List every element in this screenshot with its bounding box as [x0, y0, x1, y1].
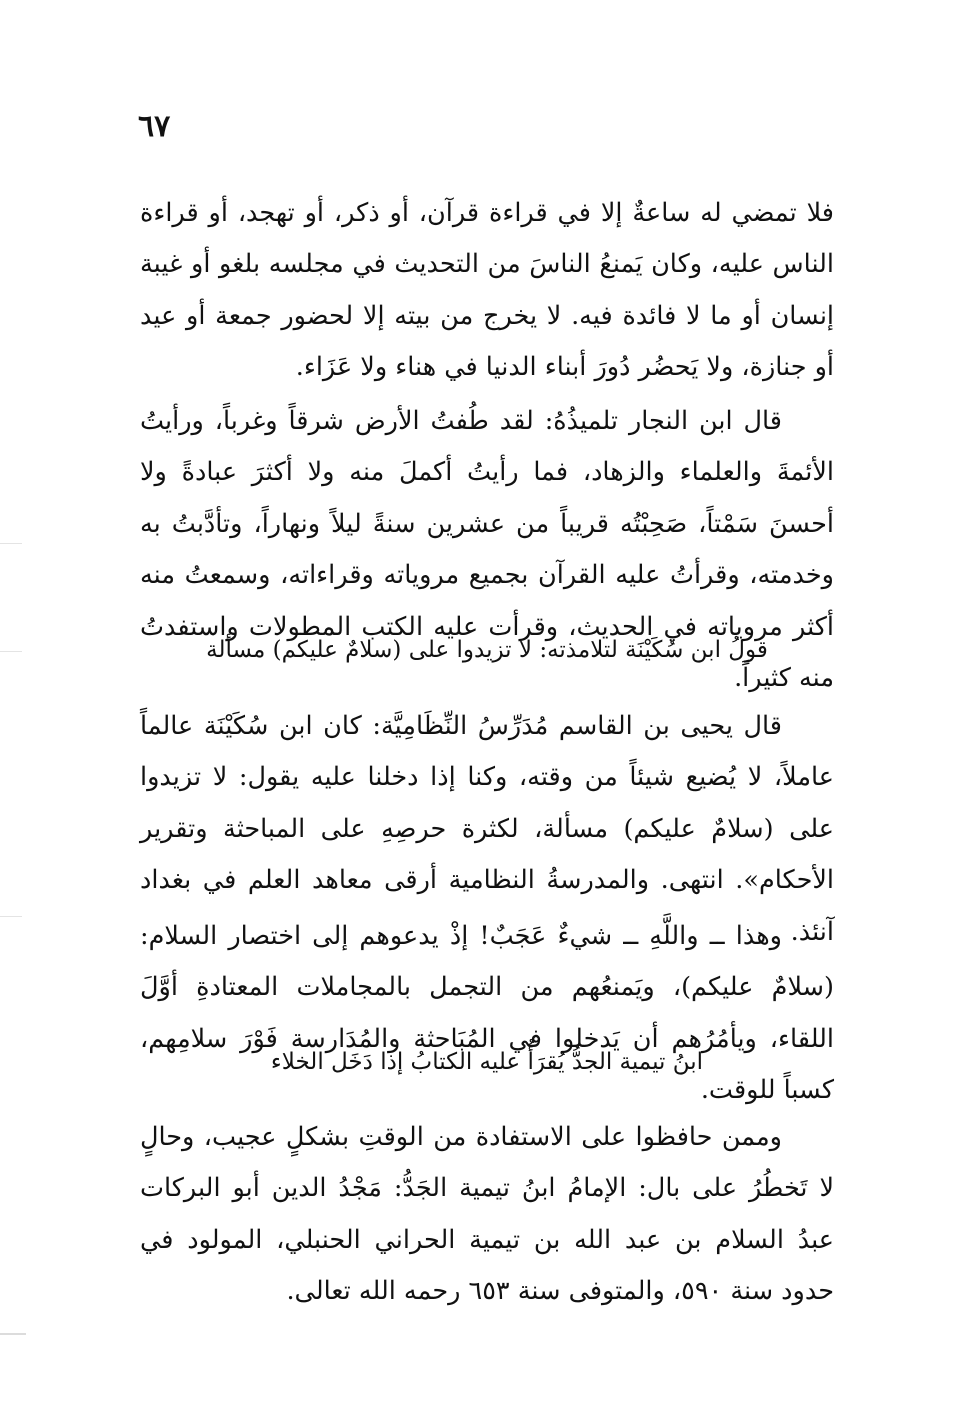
- scan-artifact-line: [0, 916, 22, 917]
- paragraph-yahya-quote: قال يحيى بن القاسم مُدَرِّسُ النِّظَامِيَّة: كان ابن سُكَيْنَة عالماً عاملاً، لا يُضيع شيئاً من وقته، وكنا إذا دخلنا عليه يقول: لا تزيدوا على (سلامٌ عليكم) مسألة، لكثرة حرصِهِ على المباحثة وتقرير الأحكام». انتهى. والمدرسةُ النظامية أرقى معاهد العلم في بغداد آنئذ.: [140, 710, 834, 947]
- scan-artifact-line: [0, 651, 22, 652]
- scan-artifact-line: [0, 1333, 26, 1335]
- paragraph-ibn-najjar-quote: قال ابن النجار تلميذُهُ: لقد طُفتُ الأرض شرقاً وغرباً، ورأيتُ الأئمةَ والعلماء والزهاد، فما رأيتُ أكملَ منه ولا أكثرَ عبادةً ولا أحسنَ سَمْتاً، صَحِبْتُه قريباً من عشرين سنةً ليلاً ونهاراً، وتأدَّبتُ به وخدمته، وقرأتُ عليه القرآن بجميع مروياته وقراءاته، وسمعتُ منه أكثر مروياته في الحديث، وقرأت عليه الكتب المطولات واستفدتُ منه كثيراً.: [140, 405, 834, 693]
- paragraph-ibn-taymiyya: وممن حافظوا على الاستفادة من الوقتِ بشكلٍ عجيب، وحالٍ لا تَخطُرُ على بال: الإمامُ ابنُ تيمية الجَدُّ: مَجْدُ الدين أبو البركات عبدُ السلام بن عبد الله بن تيمية الحراني الحنبلي، المولود في حدود سنة ٥٩٠، والمتوفى سنة ٦٥٣ رحمه الله تعالى.: [140, 1121, 834, 1306]
- page-number: ٦٧: [138, 109, 171, 144]
- section-heading-ibn-sukayna: قولُ ابن سُكَيْنَة لتلامذته: لا تزيدوا على (سلامٌ عليكم) مسألة: [206, 637, 768, 663]
- paragraph-commentary: وهذا ــ واللَّهِ ــ شيءٌ عَجَبٌ! إذْ يدعوهم إلى اختصار السلام: (سلامٌ عليكم)، ويَمنعُهم من التجمل بالمجاملات المعتادةِ أوَّلَ اللقاء، ويأمُرُهم أن يَدخلوا في المُبَاحثة والمُدَارسة فَوْرَ سلامِهم، كسباً للوقت.: [140, 920, 834, 1105]
- section-heading-ibn-taymiyya: ابنُ تيمية الجدُّ يُقرَأُ عليه الكتابُ إذا دَخَل الخلاء: [270, 1049, 704, 1075]
- scan-artifact-line: [0, 543, 22, 544]
- paragraph-daily-routine: فلا تمضي له ساعةٌ إلا في قراءة قرآن، أو ذكر، أو تهجد، أو قراءة الناس عليه، وكان يَمنعُ الناسَ من التحديث في مجلسه بلغو أو غيبة إنسان أو ما لا فائدة فيه. لا يخرج من بيته إلا لحضور جمعة أو عيد أو جنازة، ولا يَحضُر دُورَ أبناء الدنيا في هناء ولا عَزَاء.: [140, 197, 834, 382]
